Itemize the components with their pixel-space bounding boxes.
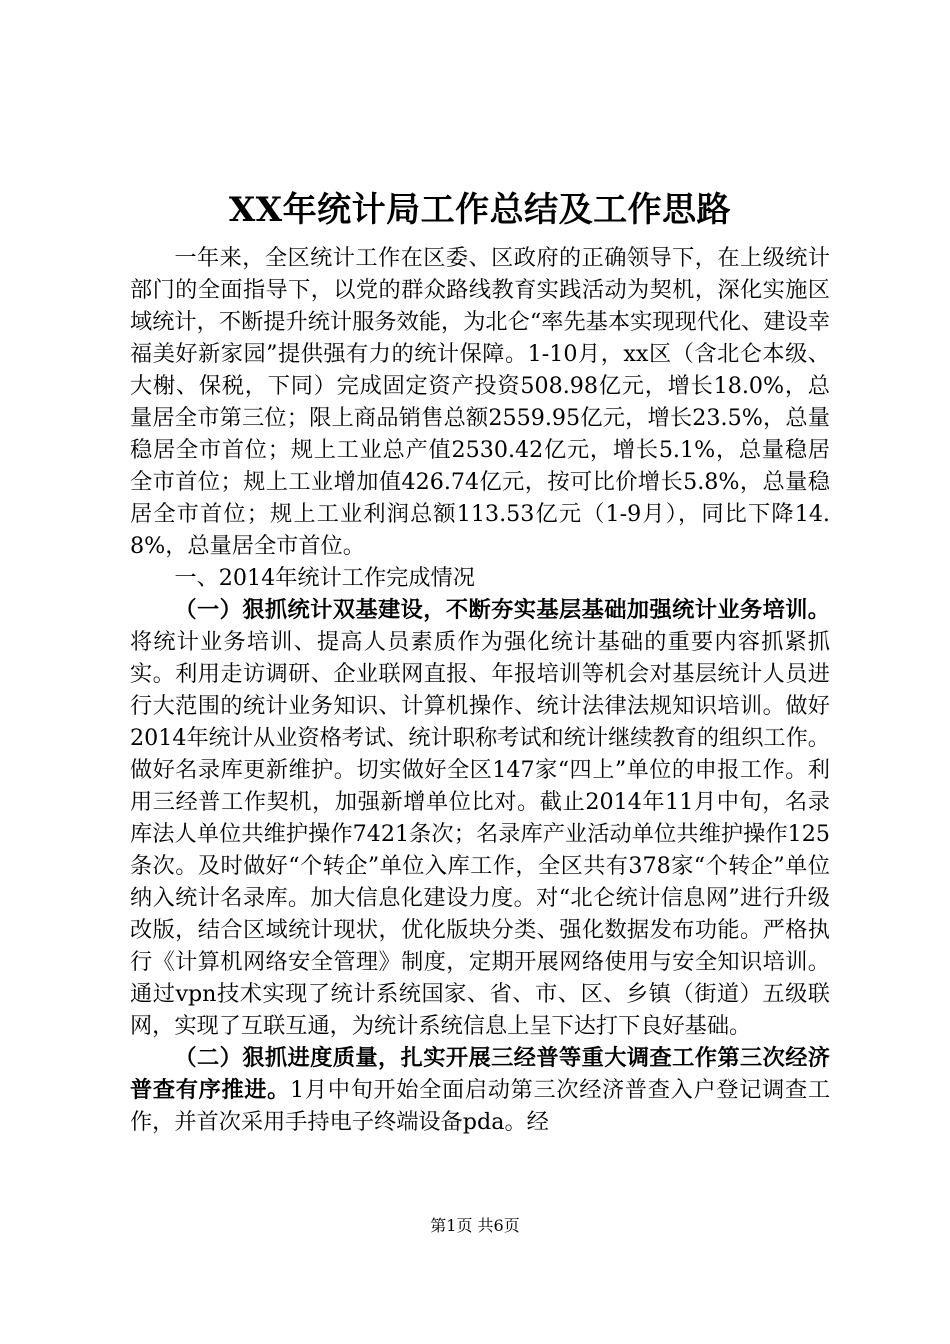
item-2-body: 1月中旬开始全面启动第三次经济普查入户登记调查工作，并首次采用手持电子终端设备pda。经 bbox=[130, 1077, 831, 1135]
item-2-lead: （二）狠抓进度质量，扎实开展三经普等重大调查工作第三次经济普查有序推进。 bbox=[130, 1045, 830, 1103]
document-page bbox=[130, 180, 830, 1138]
item-2-paragraph bbox=[130, 1042, 830, 1138]
intro-paragraph: 一年来，全区统计工作在区委、区政府的正确领导下，在上级统计部门的全面指导下，以党的群众路线教育实践活动为契机，深化实施区域统计，不断提升统计服务效能，为北仑“率先基本实现现代化、建设幸福美好新家园”提供强有力的统计保障。1-10月，xx区（含北仑本级、大榭、保税，下同）完成固定资产投资508.98亿元，增长18.0%，总量居全市第三位；限上商品销售总额2559.95亿元，增长23.5%，总量稳居全市首位；规上工业总产值2530.42亿元，增长5.1%，总量稳居全市首位；规上工业增加值426.74亿元，按可比价增长5.8%，总量稳居全市首位；规上工业利润总额113.53亿元（1-9月），同比下降14.8%，总量居全市首位。 bbox=[130, 245, 830, 559]
item-1-paragraph bbox=[130, 594, 830, 1042]
item-1-lead: （一）狠抓统计双基建设，不断夯实基层基础加强统计业务培训。 bbox=[174, 597, 830, 623]
document-title: XX年统计局工作总结及工作思路 bbox=[228, 190, 732, 230]
item-1-body: 将统计业务培训、提高人员素质作为强化统计基础的重要内容抓紧抓实。利用走访调研、企业联网直报、年报培训等机会对基层统计人员进行大范围的统计业务知识、计算机操作、统计法律法规知识培训。做好2014年统计从业资格考试、统计职称考试和统计继续教育的组织工作。做好名录库更新维护。切实做好全区147家“四上”单位的申报工作。利用三经普工作契机，加强新增单位比对。截止2014年11月中旬，名录库法人单位共维护操作7421条次；名录库产业活动单位共维护操作125条次。及时做好“个转企”单位入库工作，全区共有378家“个转企”单位纳入统计名录库。加大信息化建设力度。对“北仑统计信息网”进行升级改版，结合区域统计现状，优化版块分类、强化数据发布功能。严格执行《计算机网络安全管理》制度，定期开展网络使用与安全知识培训。通过vpn技术实现了统计系统国家、省、市、区、乡镇（街道）五级联网，实现了互联互通，为统计系统信息上呈下达打下良好基础。 bbox=[130, 629, 830, 1039]
page-footer: 第1页 共6页 bbox=[430, 1216, 520, 1235]
section-heading-1: 一、2014年统计工作完成情况 bbox=[174, 565, 475, 591]
